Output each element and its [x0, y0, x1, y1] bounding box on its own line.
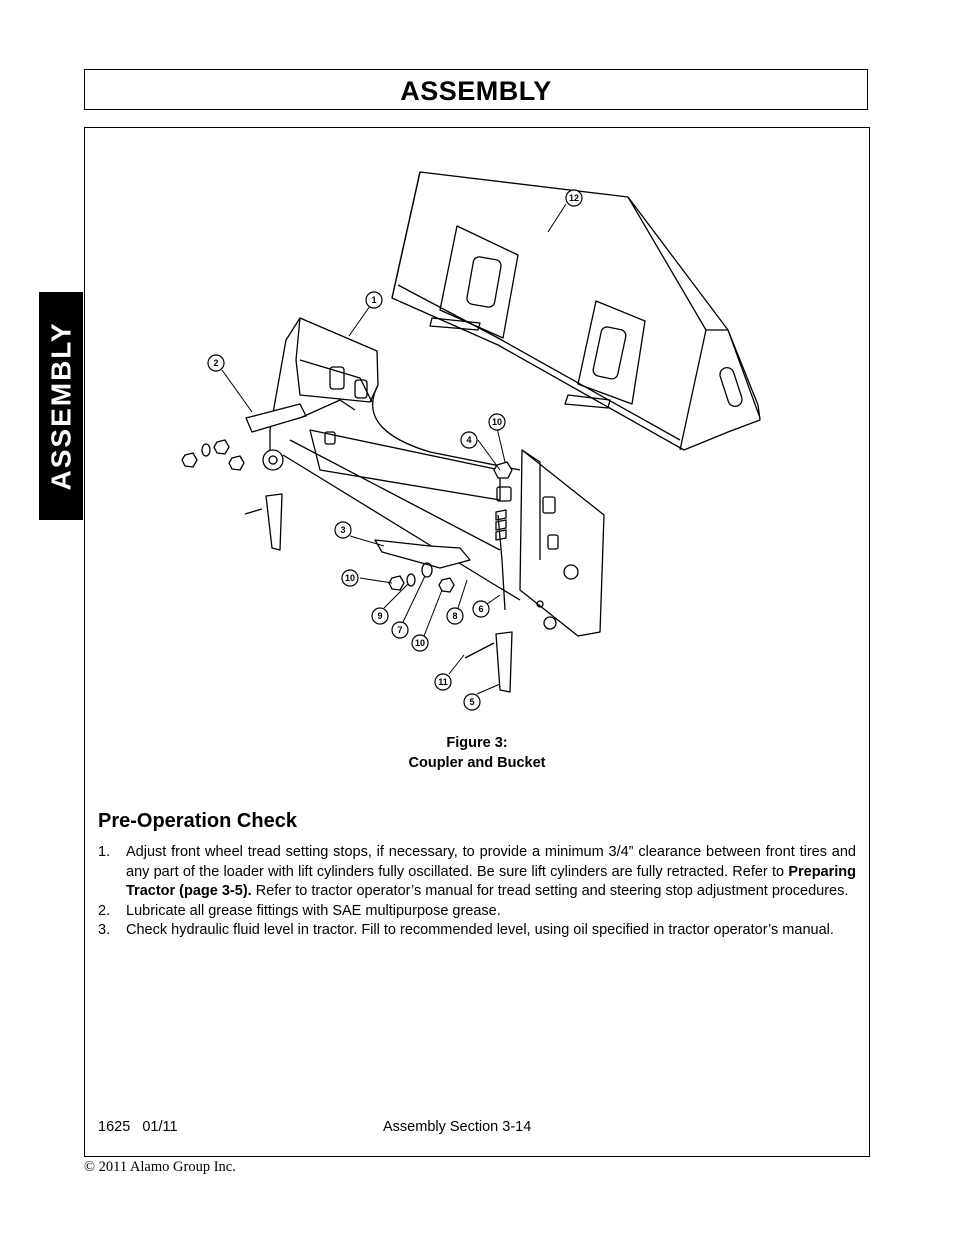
callout-1 — [366, 292, 382, 308]
callout-10-upper — [489, 414, 505, 430]
step-number: 1. — [98, 844, 111, 860]
coupler-bucket-diagram — [176, 165, 784, 715]
callout-10-lower — [412, 635, 428, 651]
step-item — [98, 902, 856, 922]
svg-text:1: 1 — [371, 295, 377, 305]
page-header — [84, 69, 868, 110]
step-item — [98, 843, 856, 902]
svg-text:2: 2 — [213, 358, 219, 368]
callout-10-left — [342, 570, 358, 586]
bucket-drawing — [392, 172, 760, 450]
callout-11 — [435, 674, 451, 690]
pre-operation-steps — [98, 843, 856, 941]
figure-caption-title: Coupler and Bucket — [408, 755, 546, 771]
svg-text:9: 9 — [377, 611, 383, 621]
step-item — [98, 921, 856, 941]
step-text: Check hydraulic fluid level in tractor. Fill to recommended level, using oil specified in tractor operator’s manual. — [126, 922, 834, 938]
step-number: 3. — [98, 922, 111, 938]
footer-doc-id: 1625 01/11 — [98, 1119, 178, 1135]
svg-text:6: 6 — [478, 604, 484, 614]
svg-text:7: 7 — [397, 625, 403, 635]
svg-text:11: 11 — [438, 677, 448, 687]
callout-6 — [473, 601, 489, 617]
section-heading: Pre-Operation Check — [98, 810, 297, 832]
svg-text:12: 12 — [568, 193, 580, 203]
side-tab-label: ASSEMBLY — [45, 321, 77, 491]
step-number: 2. — [98, 902, 111, 919]
section-side-tab — [39, 292, 83, 520]
step-text: Adjust front wheel tread setting stops, if necessary, to provide a minimum 3/4” clearance between front tires and any part of the loader with lift cylinders fully oscillated. Be sure lift cylinders are fully retracted. Refer to Preparing Tractor (page 3-5). Refer to tractor operator’s manual for tread setting and steering stop adjustment procedures. — [126, 844, 856, 899]
svg-text:5: 5 — [469, 697, 475, 707]
svg-text:4: 4 — [466, 435, 472, 445]
page-title: ASSEMBLY — [400, 76, 552, 106]
cross-reference: Preparing Tractor (page 3-5). — [126, 863, 856, 899]
callout-8 — [447, 608, 463, 624]
callout-3 — [335, 522, 351, 538]
svg-text:10: 10 — [414, 638, 426, 648]
callout-2 — [208, 355, 224, 371]
callout-4 — [461, 432, 477, 448]
callout-9 — [372, 608, 388, 624]
svg-text:8: 8 — [452, 611, 458, 621]
footer-section: Assembly Section 3-14 — [383, 1119, 532, 1135]
callout-7 — [392, 622, 408, 638]
svg-text:10: 10 — [491, 417, 503, 427]
callout-12 — [566, 190, 582, 206]
step-text: Lubricate all grease fittings with SAE multipurpose grease. — [126, 902, 501, 919]
figure-caption-number: Figure 3: — [446, 735, 508, 751]
copyright-notice: © 2011 Alamo Group Inc. — [84, 1159, 236, 1175]
callout-5 — [464, 694, 480, 710]
svg-text:3: 3 — [340, 525, 346, 535]
svg-text:10: 10 — [344, 573, 356, 583]
